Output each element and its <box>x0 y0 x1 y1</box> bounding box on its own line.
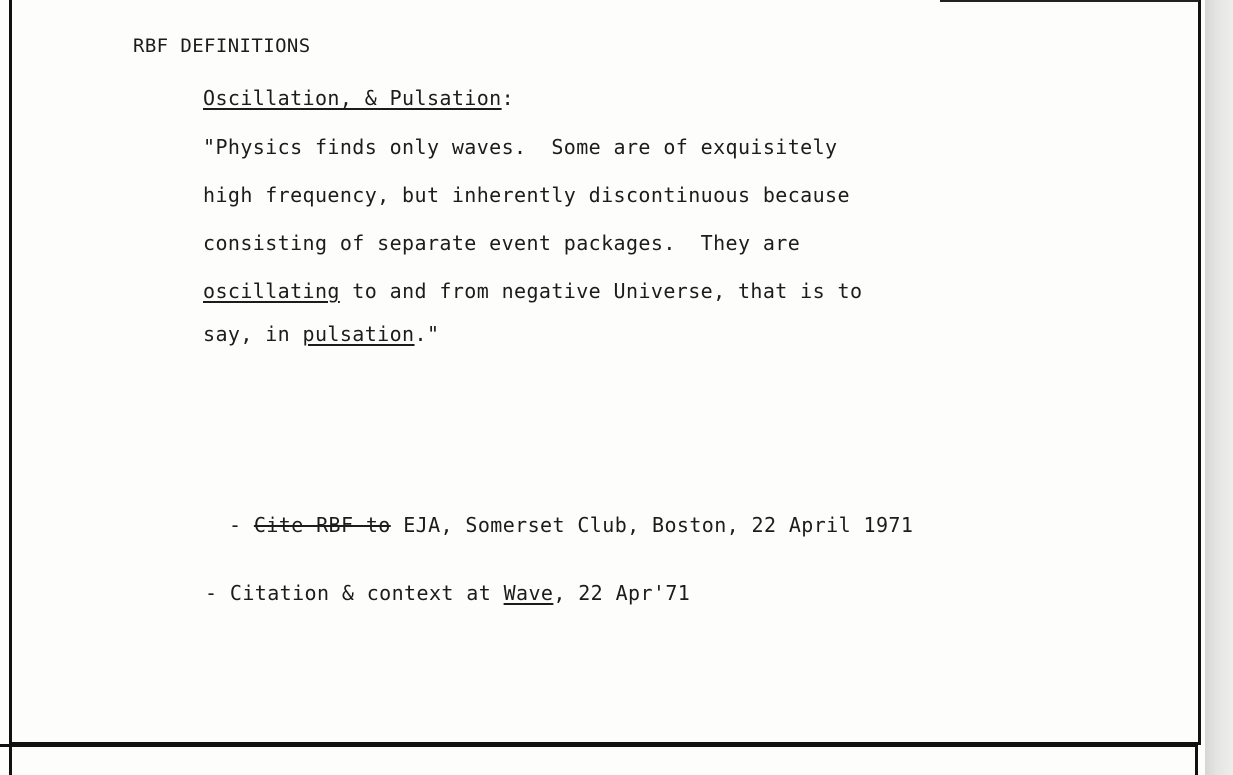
quote-line-5 <box>203 322 439 346</box>
citation-context-end: , 22 Apr'71 <box>553 581 691 605</box>
next-card-top-edge <box>0 744 1198 747</box>
quote-line-5-start: say, in <box>203 322 303 346</box>
underlined-pulsation: pulsation <box>302 322 415 346</box>
citation-context <box>205 581 690 605</box>
citation-source <box>229 513 913 537</box>
citation-context-start: - Citation & context at <box>205 581 504 605</box>
next-card-left-edge <box>9 744 12 775</box>
quote-line-1: "Physics finds only waves. Some are of exquisitely <box>203 135 838 159</box>
quote-line-5-end: ." <box>414 322 440 346</box>
card-header: RBF DEFINITIONS <box>133 35 311 57</box>
definition-title <box>203 86 514 110</box>
scan-edge-shadow <box>1205 0 1233 775</box>
underlined-wave: Wave <box>503 581 554 605</box>
definition-title-colon: : <box>501 86 515 110</box>
citation-source-dash: - <box>229 513 254 537</box>
quote-line-4-rest: to and from negative Universe, that is to <box>339 279 863 303</box>
next-card-right-edge <box>1195 744 1198 775</box>
quote-line-2: high frequency, but inherently discontinuous because <box>203 183 850 207</box>
index-card <box>9 0 1201 745</box>
citation-source-rest: EJA, Somerset Club, Boston, 22 April 1971 <box>390 513 914 537</box>
definition-title-label: Oscillation, & Pulsation <box>203 86 502 110</box>
quote-line-4 <box>203 279 862 303</box>
quote-line-3: consisting of separate event packages. They are <box>203 231 801 255</box>
underlined-oscillating: oscillating <box>203 279 340 303</box>
struck-through-text: Cite RBF to <box>253 513 391 537</box>
card-top-edge <box>940 0 1199 2</box>
